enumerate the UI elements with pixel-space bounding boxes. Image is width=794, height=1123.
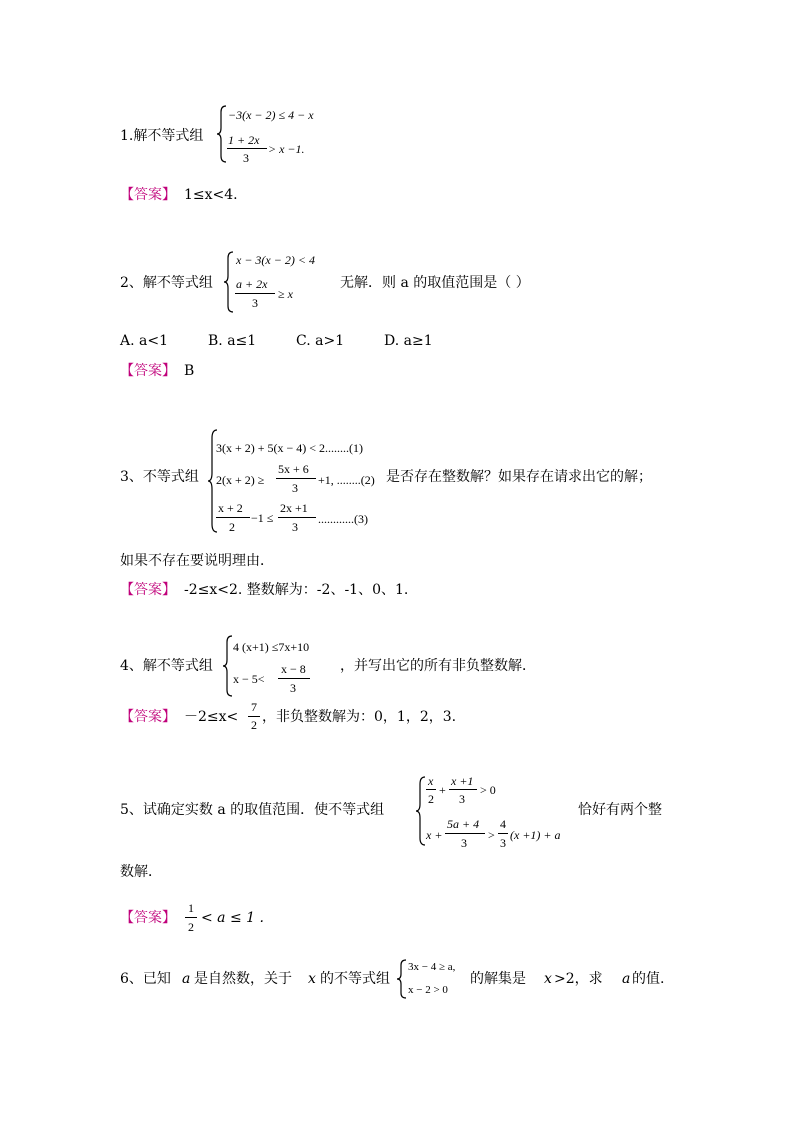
q4-row1: 4 (x+1) ≤7x+10: [233, 640, 310, 654]
q3-row2-num: 5x + 6: [278, 462, 309, 476]
q5-line2: 数解．: [120, 864, 162, 880]
q3-row3-num1: x + 2: [218, 501, 243, 515]
q2-after: 无解．则 a 的取值范围是（ ）: [340, 275, 530, 291]
q6-a2: a: [622, 971, 631, 987]
q5-r2-right: (x +1) + a: [510, 828, 561, 842]
q3-row3-bar2: [278, 517, 316, 518]
q3-label: 3、不等式组: [120, 469, 199, 485]
q6-after3: 的值.: [632, 971, 665, 987]
q4-row2-num: x − 8: [281, 662, 306, 676]
q3-row3-bar1: [216, 517, 250, 518]
q5-r1-num1: x: [428, 774, 434, 788]
q6-after2: >2，求: [554, 971, 603, 987]
q2-choice-d: D. a≥1: [384, 333, 433, 349]
q4-answer-pre: －2≤x<: [184, 709, 239, 725]
q3-answer-tag: 【答案】: [120, 582, 176, 598]
q5-r2-num2: 4: [500, 817, 506, 831]
q3-answer: -2≤x<2. 整数解为：-2、-1、0、1.: [184, 582, 409, 598]
q2-rhs: ≥ x: [278, 287, 293, 301]
q6-brace: [396, 958, 408, 1000]
q5-r2-bar1: [445, 833, 485, 834]
q2-choice-a: A. a<1: [120, 333, 168, 349]
q1-answer-tag: 【答案】: [120, 187, 176, 203]
q2-row1: x − 3(x − 2) < 4: [236, 253, 315, 267]
q5-r2-den2: 3: [500, 836, 506, 850]
q5-answer-num: 1: [188, 901, 194, 915]
q5-answer-post: < a ≤ 1 .: [201, 910, 264, 926]
q2-label: 2、解不等式组: [120, 275, 213, 291]
q3-row3-mid: −1 ≤: [251, 511, 274, 525]
q1-rhs: > x −1.: [268, 142, 305, 156]
q3-row2-den: 3: [292, 481, 298, 495]
q6-row1: 3x − 4 ≥ a,: [408, 961, 456, 973]
q5-r2-left: x +: [426, 828, 443, 842]
q2-fraction-bar: [235, 293, 275, 294]
q4-answer-post: ，非负整数解为：0，1，2，3.: [262, 709, 457, 725]
q2-answer: B: [184, 363, 195, 379]
q1-den: 3: [243, 151, 249, 165]
q5-r2-bar2: [498, 833, 508, 834]
q6-mid1: 是自然数，关于: [194, 971, 292, 987]
q3-row3-right: ............(3): [318, 512, 368, 526]
q2-answer-tag: 【答案】: [120, 363, 176, 379]
q4-row2-bar: [278, 678, 310, 679]
q3-row3-den2: 3: [292, 520, 298, 534]
q3-row1: 3(x + 2) + 5(x − 4) < 2........(1): [216, 441, 364, 455]
q3-row3-den1: 2: [229, 520, 235, 534]
q5-r2-mid: >: [488, 828, 495, 842]
q2-num: a + 2x: [236, 277, 268, 291]
q5-r1-right: > 0: [480, 783, 496, 797]
q4-label: 4、解不等式组: [120, 658, 213, 674]
q5-after: 恰好有两个整: [578, 802, 662, 818]
q5-answer-den: 2: [188, 920, 194, 934]
q1-answer: 1≤x<4.: [184, 187, 238, 203]
q6-row2: x − 2 > 0: [408, 984, 448, 996]
q5-r2-den1: 3: [461, 836, 467, 850]
q3-row2-right: +1, ........(2): [318, 473, 375, 487]
q5-answer-bar: [185, 917, 197, 918]
q3-after: 是否存在整数解？如果存在请求出它的解；: [386, 469, 652, 485]
q5-r1-den2: 3: [459, 792, 465, 806]
q5-r1-plus: +: [439, 783, 446, 797]
q5-r1-num2: x +1: [451, 774, 474, 788]
q5-r2-num1: 5a + 4: [447, 817, 480, 831]
q2-den: 3: [252, 296, 258, 310]
q5-r1-bar2: [449, 789, 477, 790]
q3-row3-num2: 2x +1: [280, 501, 308, 515]
q5-answer-tag: 【答案】: [120, 910, 176, 926]
q3-line2: 如果不存在要说明理由．: [120, 553, 274, 569]
q2-choice-b: B. a≤1: [208, 333, 257, 349]
q4-after: ，并写出它的所有非负整数解．: [340, 658, 536, 674]
q1-num: 1 + 2x: [228, 133, 260, 147]
q1-label: 1.解不等式组: [120, 128, 204, 144]
q4-row2-den: 3: [290, 681, 296, 695]
q1-fraction-bar: [227, 148, 267, 149]
q6-x2: x: [544, 971, 552, 987]
q4-answer-tag: 【答案】: [120, 709, 176, 725]
q3-row2-bar: [276, 478, 316, 479]
q1-brace: [215, 104, 229, 164]
q6-pre: 6、已知: [120, 971, 171, 987]
q4-answer-num: 7: [251, 700, 257, 714]
q6-mid2: 的不等式组: [320, 971, 390, 987]
q6-a1: a: [182, 971, 191, 987]
q1-row1: −3(x − 2) ≤ 4 − x: [228, 108, 314, 122]
q2-brace: [222, 250, 236, 314]
q5-r1-den1: 2: [428, 792, 434, 806]
q3-row2-left: 2(x + 2) ≥: [216, 473, 265, 487]
q4-answer-bar: [248, 716, 260, 717]
q4-row2-left: x − 5<: [233, 672, 265, 686]
q6-x1: x: [308, 971, 316, 987]
q6-after1: 的解集是: [470, 971, 526, 987]
q5-r1-bar1: [426, 789, 436, 790]
q5-label: 5、试确定实数 a 的取值范围．使不等式组: [120, 802, 385, 818]
q2-choice-c: C. a>1: [296, 333, 345, 349]
q4-answer-den: 2: [251, 718, 257, 732]
